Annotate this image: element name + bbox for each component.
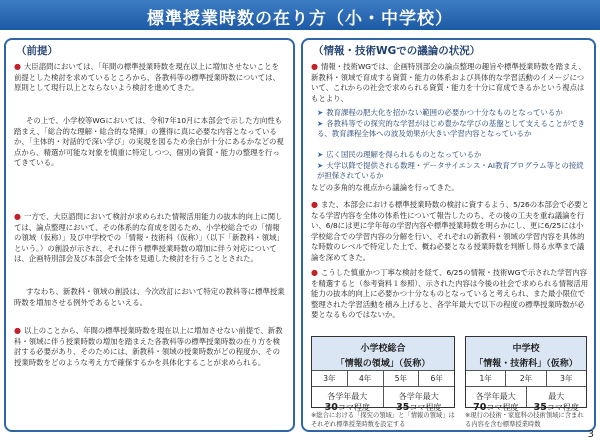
grade-label: 4年	[348, 371, 384, 386]
premise-paragraph-2: その上で、小学校等WGにおいては、令和7年10月に本部会で示した方向性も踏まえ、「総合的な理解・総合的な発揮」の獲得に真に必要な内容となっているか、「主体的・対話的で深い学び」の実現を図るため余白が十分にあるかなどの視点から、精選が可能な対象を慎重に特定しつつ、個別の資質・能力の整理を行ってきている。	[14, 116, 284, 167]
junior-high-table-header	[466, 337, 586, 371]
wg-viewpoint-1: ➤ 教育課程の肥大化を招かない範囲の必要かつ十分なものとなっているか	[317, 108, 563, 117]
premise-panel	[4, 38, 295, 432]
junior-high-table-title: 中学校	[512, 344, 540, 354]
elementary-hours-row	[312, 387, 454, 413]
wg-paragraph-3: ● こうした慎重かつ丁寧な検討を経て、6/25の情報・技術WGで示された学習内容を精選すると（参考資料１参照）、示された内容は今後の社会で求められる情報活用能力の抜本的向上に必要かつ十分なものとなっていると考えられ、また最小限位で整理された学習活動を積み上げると、各学年最大で以下の程度の標準授業時数が必要となるものではないか。	[311, 268, 589, 321]
arrow-right-icon: ➤	[317, 150, 324, 159]
arrow-right-icon: ➤	[317, 161, 324, 170]
premise-paragraph-3: ● 一方で、大臣諮問において検討が求められた情報活用能力の抜本的向上に関しては、論点整理において、その体系的な育成を図るため、小学校総合での「情報の領域（仮称）」及び中学校での「情報・技術科（仮称）」（以下「新教科・領域」という。）の創設が示され、それに伴う標準授業時数の増加に伴う対応については、企画特別部会及び本部会で全体を見通した検討を行うこととされた。	[14, 212, 286, 265]
premise-paragraph-4: すなわち、新教科・領域の創設は、今次改訂において特定の教科等に標準授業時数を増加させる例外であるといえる。	[14, 287, 285, 307]
junior-high-grade-row	[466, 371, 586, 387]
hours-cell-grade-5-6: 各学年最大 35コマ程度	[396, 392, 442, 413]
page-number: 3	[587, 429, 594, 440]
elementary-table-header	[312, 337, 454, 371]
grade-label: 5年	[384, 371, 420, 386]
page-title: 標準授業時数の在り方（小・中学校）	[147, 9, 453, 29]
wg-viewpoint-2: ➤ 各教科等での探究的な学習がはじめ豊かな学びの基盤として支えることができる、教育課程全体への波及効果が大きい学習内容となっているか	[317, 119, 585, 139]
junior-high-footnote: ※現行の技術・家庭科の技術領域に含まれる内容を含む標準授業時数	[465, 412, 584, 428]
grade-label: 3年	[312, 371, 348, 386]
hours-cell-grade-1-2: 各学年最大 70コマ程度	[466, 387, 527, 407]
wg-status-heading: （情報・技術WGでの議論の状況）	[313, 45, 481, 57]
grade-label: 2年	[506, 371, 546, 386]
wg-paragraph-1: ● 情報・技術WGでは、企画特別部会の論点整理の趣旨や標準授業時数を踏まえ、新教科・領域で育成する資質・能力の体系および具体的な学習活動のイメージについて、これからの社会で求められる資質・能力を十分に育成できるかという視点はもとより、	[311, 62, 589, 104]
wg-viewpoint-4: ➤ 大学以降で提供される数理・データサイエンス・AI教育プログラム等との接続が担保されているか	[317, 161, 584, 181]
arrow-right-icon: ➤	[317, 119, 324, 128]
junior-high-hours-row	[466, 387, 586, 413]
title-bar	[0, 0, 600, 30]
grade-label: 6年	[430, 374, 443, 383]
junior-high-hours-table	[465, 336, 587, 413]
premise-heading: （前提）	[16, 45, 58, 57]
grade-label: 3年	[560, 374, 573, 383]
hours-cell-grade-3: 最大 35コマ程度	[533, 392, 579, 413]
wg-paragraph-1-tail: などの多角的な視点から議論を行ってきた。	[311, 183, 459, 192]
elementary-grade-row	[312, 371, 454, 387]
grade-label: 1年	[466, 371, 506, 386]
elementary-footnote: ※総合における「探究の領域」と「情報の領域」はそれぞれ標準授業時数を設定する	[311, 412, 455, 428]
wg-paragraph-2: ● また、本部会における標準授業時数の検討に資するよう、5/26の本部会で必要となる学習内容を全体の体系性について報告したのち、その後の工夫を重ね議論を行い、6/8には更に学年毎の学習内容や標準授業時数を明らかにし、更に6/25には小学校総合での学習内容の分解を行い、それぞれの新教科・領域の学習内容を具体的な時数のレベルで特定した上で、概ね必要となる授業時数を判断し得る水準まで議論を深めてきた。	[311, 200, 589, 263]
premise-paragraph-1: ● 大臣諮問においては、「年間の標準授業時数を現在以上に増加させないことを前提とした検討を求めているところから、各教科等の標準授業時数については、原則として現行以上とならないよう検討を進めてきた。	[14, 62, 286, 94]
hours-cell-grade-3-4: 各学年最大 30コマ程度	[312, 387, 384, 407]
junior-high-table-subtitle: 「情報・技術科」（仮称）	[474, 359, 578, 369]
wg-viewpoint-3: ➤ 広く国民の理解を得られるものとなっているか	[317, 150, 482, 159]
elementary-table-title: 小学校総合	[360, 344, 406, 354]
elementary-table-subtitle: 「情報の領域」（仮称）	[335, 359, 431, 369]
elementary-hours-table	[311, 336, 455, 413]
arrow-right-icon: ➤	[317, 108, 324, 117]
wg-status-panel	[301, 38, 596, 432]
premise-paragraph-5: ● 以上のことから、年間の標準授業時数を現在以上に増加させない前提で、新教科・領域に伴う授業時数の増加を踏まえた各教科等の標準授業時数の在り方を検討する必要があり、そのためには、新教科・領域の授業時数がどの程度か、その授業時数をどのような考え方で確保するかを具体化することが求められる。	[14, 326, 286, 368]
